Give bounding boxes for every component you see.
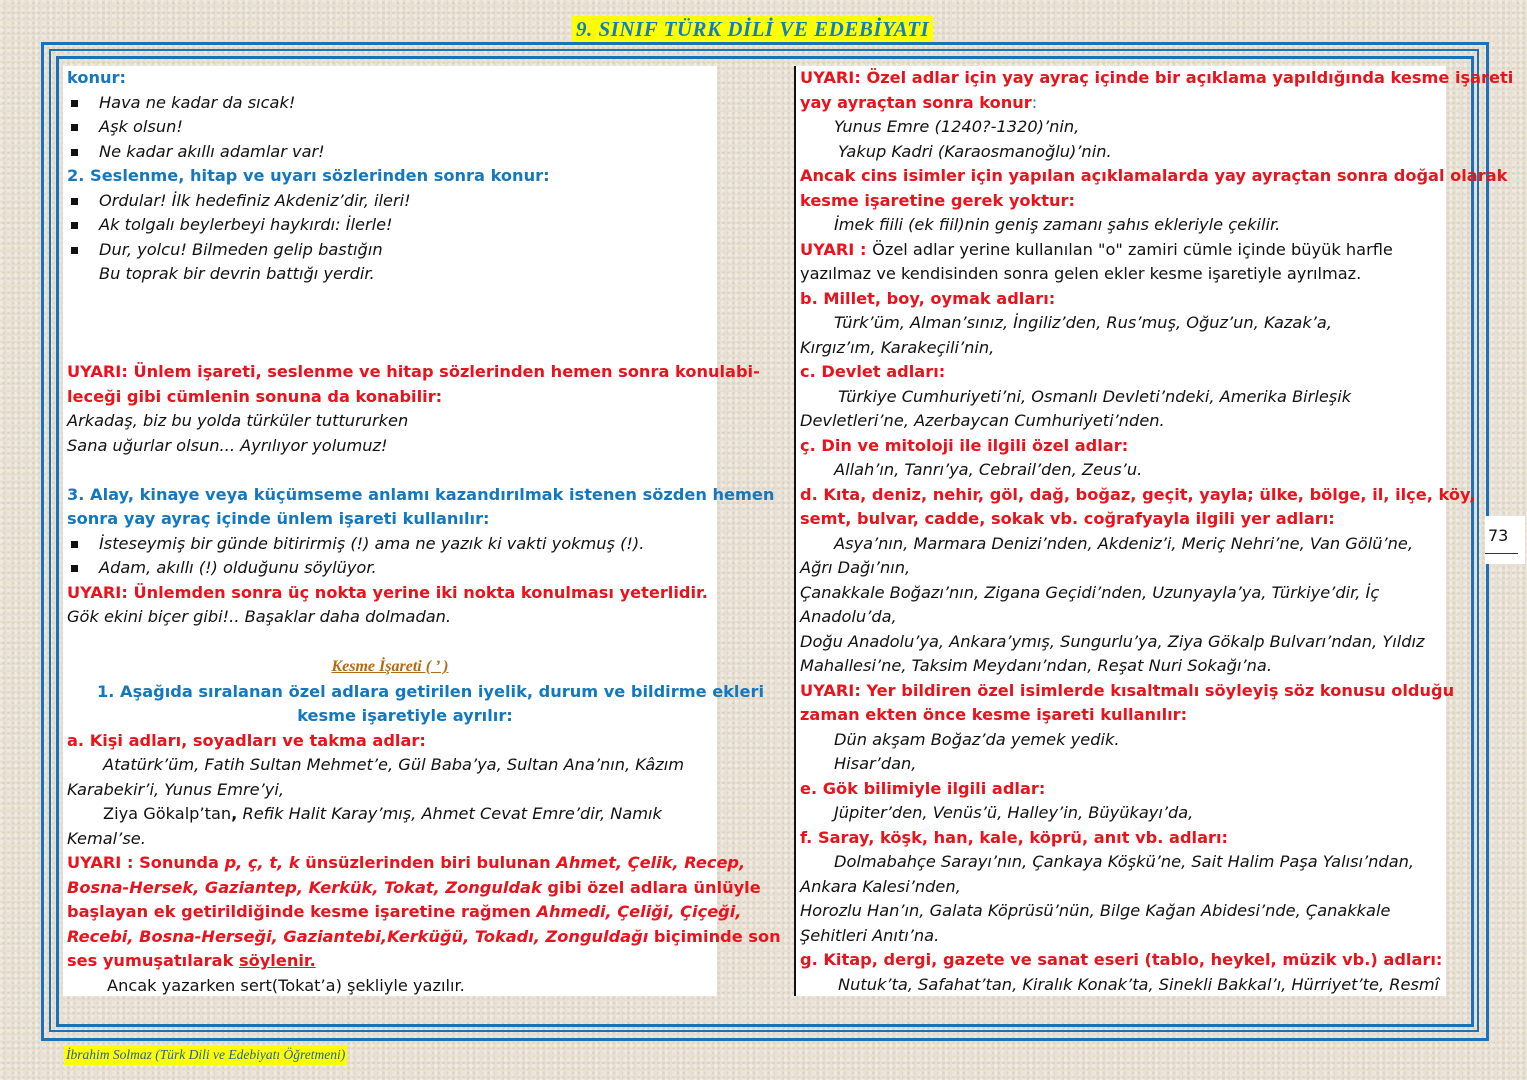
warning-text: ses yumuşatılarak söylenir. <box>67 951 316 970</box>
warning-text: kesme işaretine gerek yoktur: <box>800 190 1076 210</box>
note-line: Ancak yazarken sert(Tokat’a) şekliyle yazılır. <box>107 975 465 995</box>
example-line: Mahallesi’ne, Taksim Meydanı’ndan, Reşat Nuri Sokağı’na. <box>800 656 1272 675</box>
example-line: Arkadaş, biz bu yolda türküler tuttururken <box>67 411 409 430</box>
section-heading: sonra yay ayraç içinde ünlem işareti kullanılır: <box>67 509 490 528</box>
subheading: ç. Din ve mitoloji ile ilgili özel adlar: <box>800 435 1129 455</box>
example-line: Dolmabahçe Sarayı’nın, Çankaya Köşkü’ne, Sait Halim Paşa Yalısı’ndan, <box>834 852 1415 871</box>
subheading: f. Saray, köşk, han, kale, köprü, anıt vb. adları: <box>800 827 1229 847</box>
footer-author: İbrahim Solmaz (Türk Dili ve Edebiyatı Öğretmeni) <box>64 1045 347 1065</box>
example-line: Kırgız’ım, Karakeçili’nin, <box>800 337 995 357</box>
warning-text: yay ayraçtan sonra konur: <box>800 92 1038 112</box>
example-line: Devletleri’ne, Azerbaycan Cumhuriyeti’nden. <box>800 411 1165 430</box>
bullet-icon <box>71 565 78 572</box>
example-line: Şehitleri Anıtı’na. <box>800 925 940 945</box>
bullet-item: Hava ne kadar da sıcak! <box>67 91 713 116</box>
example-line: Anadolu’da, <box>800 607 897 626</box>
bullet-item: Ordular! İlk hedefiniz Akdeniz’dir, ileri! <box>67 189 713 214</box>
example-line: Asya’nın, Marmara Denizi’nden, Akdeniz’i, Meriç Nehri’ne, Van Gölü’ne, <box>834 533 1413 553</box>
example-line: Gök ekini biçer gibi!.. Başaklar daha dolmadan. <box>67 607 452 626</box>
page-number-underline <box>1485 553 1518 554</box>
example-line: Jüpiter’den, Venüs’ü, Halley’in, Büyükayı’da, <box>834 803 1194 822</box>
section-heading: 3. Alay, kinaye veya küçümseme anlamı kazandırılmak istenen sözden hemen <box>67 484 775 504</box>
example-line: Ankara Kalesi’nden, <box>800 876 961 896</box>
section-heading: 1. Aşağıda sıralanan özel adlara getirilen iyelik, durum ve bildirme ekleri <box>97 681 764 701</box>
warning-text: Bosna-Hersek, Gaziantep, Kerkük, Tokat, Zonguldak gibi özel adlara ünlüyle <box>67 877 761 897</box>
bullet-item: Aşk olsun! <box>67 115 713 140</box>
subheading: d. Kıta, deniz, nehir, göl, dağ, boğaz, geçit, yayla; ülke, bölge, il, ilçe, köy, <box>800 484 1476 504</box>
warning-text: Ancak cins isimler için yapılan açıklamalarda yay ayraçtan sonra doğal olarak <box>800 166 1508 185</box>
example-line: Türk’üm, Alman’sınız, İngiliz’den, Rus’muş, Oğuz’un, Kazak’a, <box>834 313 1332 332</box>
warning-text: başlayan ek getirildiğinde kesme işaretine rağmen Ahmedi, Çeliği, Çiçeği, <box>67 902 742 921</box>
page-number: 73 <box>1488 526 1509 545</box>
warning-text: zaman ekten önce kesme işareti kullanılır: <box>800 705 1188 724</box>
example-line: Türkiye Cumhuriyeti’ni, Osmanlı Devleti’ndeki, Amerika Birleşik <box>838 386 1352 406</box>
bullet-icon <box>71 222 78 229</box>
section-heading: kesme işaretiyle ayrılır: <box>297 706 513 725</box>
page-number-tab <box>1485 516 1525 564</box>
example-line: Horozlu Han’ın, Galata Köprüsü’nün, Bilge Kağan Abidesi’nde, Çanakkale <box>800 901 1391 920</box>
warning-text: UYARI: Yer bildiren özel isimlerde kısaltmalı söyleyiş söz konusu olduğu <box>800 680 1455 700</box>
example-line: Nutuk’ta, Safahat’tan, Kiralık Konak’ta, Sinekli Bakkal’ı, Hürriyet’te, Resmî <box>838 974 1440 994</box>
subheading: e. Gök bilimiyle ilgili adlar: <box>800 778 1046 798</box>
left-line: konur: <box>67 68 126 87</box>
example-line: İmek fiili (ek fiil)nin geniş zamanı şahıs ekleriyle çekilir. <box>834 215 1281 234</box>
example-line: Sana uğurlar olsun... Ayrılıyor yolumuz! <box>67 435 388 455</box>
example-line: Ziya Gökalp’tan, Refik Halit Karay’mış, Ahmet Cevat Emre’dir, Namık <box>103 804 662 823</box>
example-line: Kemal’se. <box>67 828 146 848</box>
warning-text: UYARI: Özel adlar için yay ayraç içinde bir açıklama yapıldığında kesme işareti <box>800 68 1514 87</box>
page-header-title: 9. SINIF TÜRK DİLİ VE EDEBİYATI <box>572 16 933 42</box>
left-column <box>63 66 781 996</box>
kesme-heading: Kesme İşareti ( ’ ) <box>331 658 449 675</box>
bullet-icon <box>71 149 78 156</box>
warning-text: UYARI : Özel adlar yerine kullanılan "o" zamiri cümle içinde büyük harfle <box>800 239 1393 259</box>
section-heading: 2. Seslenme, hitap ve uyarı sözlerinden sonra konur: <box>67 166 550 185</box>
example-line: Atatürk’üm, Fatih Sultan Mehmet’e, Gül Baba’ya, Sultan Ana’nın, Kâzım <box>103 755 685 774</box>
example-line: Yunus Emre (1240?-1320)’nin, <box>834 117 1080 136</box>
bullet-icon <box>71 100 78 107</box>
poem-line: Bu toprak bir devrin battığı yerdir. <box>99 264 375 283</box>
example-line: Yakup Kadri (Karaosmanoğlu)’nin. <box>838 141 1112 161</box>
bullet-item: Ne kadar akıllı adamlar var! <box>67 140 713 165</box>
example-line: Çanakkale Boğazı’nın, Zigana Geçidi’nden, Uzunyayla’ya, Türkiye’dir, İç <box>800 582 1380 602</box>
example-line: Dün akşam Boğaz’da yemek yedik. <box>834 729 1120 749</box>
warning-text: UYARI: Ünlemden sonra üç nokta yerine iki nokta konulması yeterlidir. <box>67 582 708 602</box>
bullet-icon <box>71 124 78 131</box>
example-line: Hisar’dan, <box>834 754 917 773</box>
warning-text: Recebi, Bosna-Herseği, Gaziantebi,Kerküğü, Tokadı, Zonguldağı biçiminde son <box>67 926 781 946</box>
subheading: c. Devlet adları: <box>800 362 946 381</box>
bullet-icon <box>71 247 78 254</box>
example-line: Doğu Anadolu’ya, Ankara’ymış, Sungurlu’ya, Ziya Gökalp Bulvarı’ndan, Yıldız <box>800 631 1425 651</box>
bullet-item: Ak tolgalı beylerbeyi haykırdı: İlerle! <box>67 213 713 238</box>
example-line: Allah’ın, Tanrı’ya, Cebrail’den, Zeus’u. <box>834 460 1143 479</box>
bullet-item: Adam, akıllı (!) olduğunu söylüyor. <box>67 556 713 581</box>
bullet-icon <box>71 198 78 205</box>
bullet-item: İsteseymiş bir günde bitirirmiş (!) ama ne yazık ki vakti yokmuş (!). <box>67 532 713 557</box>
warning-text: UYARI: Ünlem işareti, seslenme ve hitap sözlerinden hemen sonra konulabi- <box>67 362 760 381</box>
bullet-icon <box>71 541 78 548</box>
example-line: Karabekir’i, Yunus Emre’yi, <box>67 779 284 799</box>
example-line: Ağrı Dağı’nın, <box>800 558 911 577</box>
subheading: semt, bulvar, cadde, sokak vb. coğrafyayla ilgili yer adları: <box>800 509 1335 528</box>
bullet-item: Dur, yolcu! Bilmeden gelip bastığın <box>67 238 713 263</box>
warning-text: leceği gibi cümlenin sonuna da konabilir: <box>67 386 443 406</box>
subheading: g. Kitap, dergi, gazete ve sanat eseri (tablo, heykel, müzik vb.) adları: <box>800 950 1443 969</box>
subheading: b. Millet, boy, oymak adları: <box>800 288 1056 308</box>
subheading: a. Kişi adları, soyadları ve takma adlar: <box>67 730 426 750</box>
warning-text: UYARI : Sonunda p, ç, t, k ünsüzlerinden biri bulunan Ahmet, Çelik, Recep, <box>67 853 746 872</box>
body-line: yazılmaz ve kendisinden sonra gelen ekler kesme işaretiyle ayrılmaz. <box>800 264 1362 283</box>
